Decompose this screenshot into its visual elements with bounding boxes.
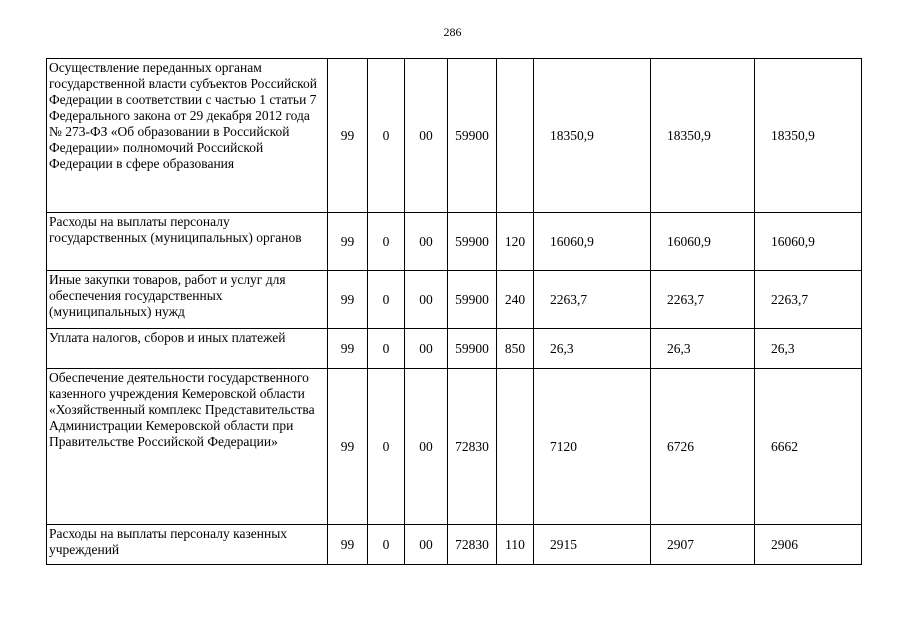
amount-year-1: 16060,9 [534, 213, 651, 271]
row-name: Расходы на выплаты персоналу казенных учреждений [47, 525, 328, 565]
target-code: 59900 [448, 271, 497, 329]
amount-year-2: 16060,9 [651, 213, 755, 271]
row-name: Расходы на выплаты персоналу государственных (муниципальных) органов [47, 213, 328, 271]
subprogram-code: 0 [368, 329, 405, 369]
amount-year-1: 26,3 [534, 329, 651, 369]
table-row [47, 59, 862, 213]
expense-type-code: 120 [497, 213, 534, 271]
amount-year-3: 26,3 [755, 329, 862, 369]
amount-year-3: 2263,7 [755, 271, 862, 329]
amount-year-3: 18350,9 [755, 59, 862, 213]
amount-year-2: 26,3 [651, 329, 755, 369]
page-number: 286 [443, 25, 462, 39]
table-row [47, 213, 862, 271]
subprogram-code: 0 [368, 59, 405, 213]
program-code: 99 [328, 213, 368, 271]
expense-type-code [497, 369, 534, 525]
row-name: Осуществление переданных органам государственной власти субъектов Российской Федерации в соответствии с частью 1 статьи 7 Федерального закона от 29 декабря 2012 года № 273-ФЗ «Об образовании в Российской Федерации» полномочий Российской Федерации в сфере образования [47, 59, 328, 213]
expense-type-code: 240 [497, 271, 534, 329]
direction-code: 00 [405, 525, 448, 565]
amount-year-1: 7120 [534, 369, 651, 525]
program-code: 99 [328, 271, 368, 329]
target-code: 72830 [448, 369, 497, 525]
direction-code: 00 [405, 271, 448, 329]
amount-year-2: 2907 [651, 525, 755, 565]
expense-type-code [497, 59, 534, 213]
direction-code: 00 [405, 329, 448, 369]
direction-code: 00 [405, 213, 448, 271]
program-code: 99 [328, 59, 368, 213]
amount-year-3: 6662 [755, 369, 862, 525]
subprogram-code: 0 [368, 525, 405, 565]
amount-year-3: 2906 [755, 525, 862, 565]
amount-year-2: 2263,7 [651, 271, 755, 329]
budget-table [46, 58, 862, 565]
amount-year-1: 18350,9 [534, 59, 651, 213]
row-name: Обеспечение деятельности государственного казенного учреждения Кемеровской области «Хозяйственный комплекс Представительства Администрации Кемеровской области при Правительстве Российской Федерации» [47, 369, 328, 525]
expense-type-code: 110 [497, 525, 534, 565]
program-code: 99 [328, 329, 368, 369]
subprogram-code: 0 [368, 271, 405, 329]
table-row [47, 329, 862, 369]
program-code: 99 [328, 525, 368, 565]
target-code: 59900 [448, 59, 497, 213]
row-name: Уплата налогов, сборов и иных платежей [47, 329, 328, 369]
program-code: 99 [328, 369, 368, 525]
target-code: 59900 [448, 329, 497, 369]
subprogram-code: 0 [368, 369, 405, 525]
direction-code: 00 [405, 369, 448, 525]
amount-year-1: 2263,7 [534, 271, 651, 329]
expense-type-code: 850 [497, 329, 534, 369]
direction-code: 00 [405, 59, 448, 213]
amount-year-2: 6726 [651, 369, 755, 525]
row-name: Иные закупки товаров, работ и услуг для обеспечения государственных (муниципальных) нужд [47, 271, 328, 329]
amount-year-1: 2915 [534, 525, 651, 565]
amount-year-2: 18350,9 [651, 59, 755, 213]
subprogram-code: 0 [368, 213, 405, 271]
table-row [47, 369, 862, 525]
table-row [47, 525, 862, 565]
table-row [47, 271, 862, 329]
target-code: 72830 [448, 525, 497, 565]
target-code: 59900 [448, 213, 497, 271]
amount-year-3: 16060,9 [755, 213, 862, 271]
